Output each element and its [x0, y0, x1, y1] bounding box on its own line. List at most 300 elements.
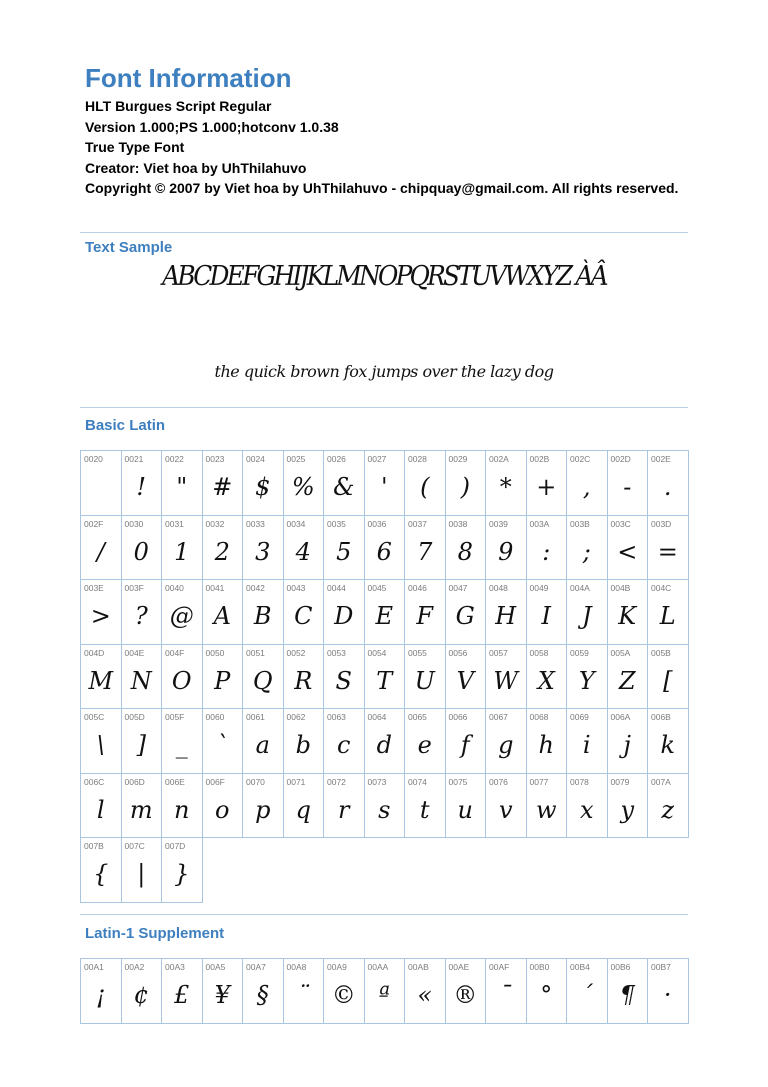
glyph-sample: m — [129, 795, 153, 824]
glyph-code: 0030 — [124, 518, 144, 529]
glyph-sample: V — [456, 666, 474, 695]
glyph-sample: _ — [175, 731, 188, 759]
glyph-sample: ¯ — [499, 981, 512, 1009]
glyph-cell — [122, 451, 163, 516]
glyph-code: 003D — [651, 518, 672, 529]
glyph-sample: % — [291, 473, 315, 501]
glyph-cell — [243, 709, 284, 774]
glyph-cell — [608, 709, 649, 774]
glyph-sample: 5 — [336, 537, 352, 566]
glyph-cell — [405, 645, 446, 710]
glyph-code: 0031 — [165, 518, 184, 529]
glyph-code: 0076 — [489, 776, 508, 787]
glyph-code: 0055 — [408, 647, 427, 658]
glyph-cell — [324, 709, 365, 774]
glyph-cell — [405, 959, 446, 1024]
glyph-sample: O — [171, 666, 192, 695]
glyph-code: 0020 — [84, 454, 103, 464]
glyph-cell — [81, 580, 122, 645]
glyph-sample: $ — [255, 473, 271, 501]
glyph-sample: j — [623, 731, 631, 759]
glyph-sample: 6 — [376, 537, 392, 566]
glyph-cell — [284, 451, 325, 516]
glyph-code: 0039 — [489, 518, 508, 529]
glyph-code: 0027 — [367, 454, 387, 464]
glyph-code: 0062 — [286, 712, 306, 722]
glyph-sample: ® — [453, 981, 478, 1009]
glyph-code: 006C — [84, 776, 105, 787]
glyph-code: 003B — [570, 518, 590, 529]
glyph-code: 0079 — [610, 776, 630, 787]
glyph-code: 0022 — [165, 454, 184, 464]
glyph-sample: @ — [169, 602, 194, 630]
glyph-cell — [608, 580, 649, 645]
glyph-code: 0033 — [246, 518, 265, 529]
glyph-cell — [365, 451, 406, 516]
glyph-sample: ] — [136, 731, 146, 759]
glyph-cell — [81, 838, 122, 903]
glyph-sample: ´ — [580, 981, 593, 1009]
glyph-cell — [567, 451, 608, 516]
glyph-cell — [486, 451, 527, 516]
glyph-cell — [122, 838, 163, 903]
glyph-cell — [567, 709, 608, 774]
glyph-cell — [527, 451, 568, 516]
glyph-sample: · — [663, 981, 672, 1009]
glyph-sample: F — [416, 602, 434, 630]
glyph-cell — [324, 774, 365, 839]
glyph-code: 006E — [165, 776, 185, 787]
glyph-code: 002C — [570, 454, 591, 464]
glyph-code: 002A — [489, 454, 509, 464]
glyph-sample: . — [663, 473, 672, 501]
glyph-cell — [162, 645, 203, 710]
glyph-code: 0060 — [205, 712, 225, 722]
glyph-sample: ! — [136, 473, 147, 501]
glyph-code: 00A1 — [84, 962, 104, 972]
glyph-cell — [81, 516, 122, 581]
glyph-cell — [405, 451, 446, 516]
glyph-sample: « — [417, 981, 433, 1009]
glyph-code: 0049 — [529, 583, 549, 593]
glyph-cell — [527, 645, 568, 710]
glyph-cell — [567, 774, 608, 839]
glyph-cell — [608, 959, 649, 1024]
glyph-cell — [284, 959, 325, 1024]
glyph-code: 0041 — [205, 583, 225, 593]
glyph-cell — [648, 516, 689, 581]
glyph-code: 00A2 — [124, 962, 145, 972]
glyph-code: 002E — [651, 454, 671, 464]
glyph-code: 0032 — [205, 518, 225, 529]
glyph-cell — [284, 709, 325, 774]
divider — [80, 914, 688, 915]
glyph-code: 005D — [124, 712, 145, 722]
glyph-cell — [122, 516, 163, 581]
glyph-code: 0058 — [529, 647, 549, 658]
glyph-cell — [243, 451, 284, 516]
glyph-code: 005F — [165, 712, 185, 722]
glyph-cell — [486, 580, 527, 645]
glyph-sample: Y — [578, 666, 595, 695]
glyph-sample: ) — [460, 473, 470, 501]
glyph-cell — [567, 516, 608, 581]
glyph-sample: K — [618, 602, 637, 630]
glyph-sample: 9 — [498, 537, 514, 566]
glyph-code: 0024 — [246, 454, 265, 464]
glyph-sample: I — [541, 602, 551, 630]
glyph-sample: § — [256, 981, 269, 1009]
glyph-sample: - — [623, 473, 632, 501]
glyph-code: 0054 — [367, 647, 387, 658]
glyph-code: 004F — [165, 647, 185, 658]
glyph-sample: l — [96, 795, 105, 824]
glyph-sample: z — [661, 795, 675, 824]
glyph-code: 0070 — [246, 776, 265, 787]
glyph-cell — [365, 774, 406, 839]
glyph-cell — [608, 451, 649, 516]
glyph-cell — [162, 838, 203, 903]
font-copyright: Copyright © 2007 by Viet hoa by UhThilahuvo - chipquay@gmail.com. All rights reserved. — [85, 180, 679, 196]
glyph-code: 003E — [84, 583, 104, 593]
glyph-cell — [365, 645, 406, 710]
glyph-sample: * — [499, 473, 512, 501]
glyph-code: 0052 — [286, 647, 306, 658]
glyph-code: 0056 — [448, 647, 468, 658]
glyph-code: 007A — [651, 776, 671, 787]
glyph-sample: ' — [380, 473, 388, 501]
glyph-sample: E — [375, 602, 394, 630]
glyph-code: 0026 — [327, 454, 346, 464]
glyph-cell — [608, 774, 649, 839]
glyph-sample: 1 — [174, 537, 190, 566]
glyph-sample: ¡ — [95, 981, 106, 1009]
glyph-sample: < — [617, 537, 638, 566]
glyph-code: 005B — [651, 647, 671, 658]
glyph-sample: \ — [96, 731, 105, 759]
glyph-cell — [284, 645, 325, 710]
glyph-sample: [ — [663, 666, 673, 695]
glyph-sample: 0 — [133, 537, 149, 566]
glyph-code: 0048 — [489, 583, 508, 593]
glyph-code: 0066 — [448, 712, 468, 722]
glyph-sample: { — [93, 860, 109, 888]
glyph-code: 0051 — [246, 647, 265, 658]
glyph-cell — [486, 774, 527, 839]
glyph-code: 0042 — [246, 583, 265, 593]
glyph-sample: H — [495, 602, 517, 630]
divider — [80, 407, 688, 408]
glyph-cell — [203, 580, 244, 645]
glyph-sample: T — [376, 666, 393, 695]
glyph-cell — [203, 709, 244, 774]
glyph-sample: r — [338, 795, 350, 824]
glyph-sample: h — [538, 731, 554, 759]
glyph-code: 004D — [84, 647, 105, 658]
glyph-cell — [122, 959, 163, 1024]
glyph-code: 0053 — [327, 647, 346, 658]
glyph-sample: x — [579, 795, 594, 824]
glyph-code: 0021 — [124, 454, 144, 464]
glyph-sample: £ — [174, 981, 190, 1009]
glyph-code: 0065 — [408, 712, 427, 722]
glyph-code: 004E — [124, 647, 145, 658]
glyph-code: 004C — [651, 583, 672, 593]
glyph-cell — [648, 959, 689, 1024]
glyph-sample: p — [255, 795, 271, 824]
glyph-code: 007C — [124, 841, 145, 851]
glyph-sample: : — [542, 537, 551, 566]
glyph-sample: n — [174, 795, 190, 824]
glyph-code: 00B6 — [610, 962, 631, 972]
glyph-sample: G — [455, 602, 475, 630]
glyph-code: 0074 — [408, 776, 427, 787]
glyph-code: 0072 — [327, 776, 346, 787]
glyph-sample: o — [215, 795, 230, 824]
glyph-cell — [446, 451, 487, 516]
glyph-cell — [446, 959, 487, 1024]
glyph-code: 0045 — [367, 583, 387, 593]
glyph-sample: © — [331, 981, 356, 1009]
glyph-cell — [648, 645, 689, 710]
glyph-sample: 3 — [255, 537, 271, 566]
glyph-sample: S — [335, 666, 352, 695]
glyph-sample: # — [212, 473, 233, 501]
glyph-code: 0038 — [448, 518, 468, 529]
glyph-cell — [81, 774, 122, 839]
glyph-cell — [648, 580, 689, 645]
glyph-cell — [527, 709, 568, 774]
glyph-cell — [203, 959, 244, 1024]
glyph-sample: ° — [540, 981, 553, 1009]
glyph-sample: f — [460, 731, 470, 759]
glyph-sample: ? — [134, 602, 148, 630]
glyph-sample: + — [536, 473, 557, 501]
glyph-code: 00B7 — [651, 962, 671, 972]
page-title: Font Information — [85, 63, 292, 93]
glyph-cell — [81, 451, 122, 516]
font-type: True Type Font — [85, 139, 185, 155]
glyph-cell — [405, 516, 446, 581]
glyph-cell — [162, 959, 203, 1024]
glyph-sample: ` — [216, 731, 229, 759]
glyph-sample: Q — [252, 666, 273, 695]
glyph-sample: = — [657, 537, 678, 566]
glyph-code: 0040 — [165, 583, 184, 593]
glyph-code: 007D — [165, 841, 186, 851]
glyph-code: 003F — [124, 583, 144, 593]
glyph-cell — [446, 774, 487, 839]
glyph-sample: 2 — [214, 537, 230, 566]
glyph-sample: ¥ — [214, 981, 230, 1009]
glyph-sample: b — [295, 731, 311, 759]
glyph-sample: & — [333, 473, 355, 501]
glyph-cell — [122, 580, 163, 645]
glyph-cell — [203, 516, 244, 581]
glyph-code: 00AA — [367, 962, 389, 972]
glyph-code: 003C — [610, 518, 631, 529]
glyph-cell — [486, 516, 527, 581]
glyph-cell — [486, 959, 527, 1024]
glyph-code: 00A9 — [327, 962, 347, 972]
glyph-sample: A — [213, 602, 231, 630]
glyph-cell — [203, 451, 244, 516]
glyph-sample: s — [378, 795, 391, 824]
glyph-code: 0069 — [570, 712, 589, 722]
glyph-cell — [648, 774, 689, 839]
glyph-sample: C — [294, 602, 313, 630]
glyph-cell — [446, 580, 487, 645]
text-sample-pangram: the quick brown fox jumps over the lazy dog — [214, 362, 554, 381]
glyph-cell — [446, 645, 487, 710]
glyph-cell — [365, 709, 406, 774]
font-creator: Creator: Viet hoa by UhThilahuvo — [85, 159, 307, 176]
latin1-heading: Latin-1 Supplement — [85, 925, 225, 942]
glyph-code: 002B — [529, 454, 550, 464]
glyph-code: 0044 — [327, 583, 346, 593]
glyph-sample: } — [174, 860, 190, 888]
glyph-cell — [567, 580, 608, 645]
glyph-code: 004A — [570, 583, 590, 593]
glyph-sample: t — [419, 795, 430, 824]
glyph-code: 0071 — [286, 776, 306, 787]
glyph-code: 0034 — [286, 518, 306, 529]
glyph-sample: ¨ — [297, 981, 310, 1009]
glyph-sample: ª — [378, 981, 390, 1009]
glyph-cell — [365, 959, 406, 1024]
glyph-cell — [81, 959, 122, 1024]
glyph-cell — [567, 959, 608, 1024]
glyph-sample: y — [620, 795, 635, 824]
glyph-cell — [365, 516, 406, 581]
glyph-cell — [284, 516, 325, 581]
glyph-sample: J — [581, 602, 592, 630]
glyph-cell — [284, 580, 325, 645]
glyph-code: 0028 — [408, 454, 427, 464]
glyph-sample: ; — [582, 537, 591, 566]
glyph-code: 005C — [84, 712, 105, 722]
glyph-cell — [122, 774, 163, 839]
glyph-sample: , — [582, 473, 591, 501]
font-name: HLT Burgues Script Regular — [85, 98, 272, 114]
glyph-code: 0050 — [205, 647, 225, 658]
glyph-code: 0025 — [286, 454, 306, 464]
glyph-sample: D — [334, 602, 354, 630]
glyph-cell — [527, 516, 568, 581]
glyph-sample: d — [376, 731, 392, 759]
glyph-code: 006D — [124, 776, 145, 787]
glyph-sample: ¢ — [133, 981, 149, 1009]
glyph-sample: e — [417, 731, 432, 759]
glyph-sample: 8 — [457, 537, 473, 566]
glyph-cell — [122, 645, 163, 710]
glyph-code: 006F — [205, 776, 225, 787]
glyph-cell — [324, 451, 365, 516]
glyph-sample: L — [659, 602, 676, 630]
glyph-sample: i — [582, 731, 591, 759]
glyph-cell — [243, 959, 284, 1024]
text-sample-uppercase: ABCDEFGHIJKLMNOPQRSTUVWXYZ ÀÂ — [162, 261, 606, 292]
glyph-cell — [243, 645, 284, 710]
glyph-cell — [203, 645, 244, 710]
glyph-cell — [608, 516, 649, 581]
glyph-code: 0059 — [570, 647, 589, 658]
glyph-sample: v — [498, 795, 513, 824]
glyph-sample: 7 — [417, 537, 433, 566]
glyph-sample: U — [414, 666, 435, 695]
glyph-cell — [203, 774, 244, 839]
glyph-cell — [446, 709, 487, 774]
glyph-cell — [527, 959, 568, 1024]
glyph-cell — [81, 709, 122, 774]
glyph-sample: B — [253, 602, 272, 630]
glyph-sample: c — [337, 731, 351, 759]
glyph-cell — [162, 580, 203, 645]
glyph-sample: ¶ — [619, 981, 635, 1009]
glyph-code: 004B — [610, 583, 631, 593]
latin1-grid — [80, 958, 689, 1024]
glyph-sample: a — [255, 731, 270, 759]
font-version: Version 1.000;PS 1.000;hotconv 1.0.38 — [85, 118, 339, 135]
glyph-code: 0067 — [489, 712, 508, 722]
glyph-sample: u — [457, 795, 473, 824]
glyph-code: 0061 — [246, 712, 265, 722]
basic-latin-heading: Basic Latin — [85, 417, 166, 434]
text-sample-heading: Text Sample — [85, 239, 173, 256]
glyph-cell — [162, 516, 203, 581]
glyph-sample: > — [90, 602, 111, 630]
glyph-code: 002F — [84, 518, 104, 529]
glyph-sample: k — [660, 731, 676, 759]
glyph-code: 0077 — [529, 776, 549, 787]
glyph-sample: " — [176, 473, 188, 501]
glyph-code: 0036 — [367, 518, 387, 529]
glyph-cell — [486, 709, 527, 774]
glyph-code: 00A3 — [165, 962, 185, 972]
glyph-cell — [648, 451, 689, 516]
glyph-cell — [324, 645, 365, 710]
glyph-sample: N — [130, 666, 152, 695]
glyph-cell — [405, 580, 446, 645]
glyph-code: 0029 — [448, 454, 468, 464]
glyph-cell — [608, 645, 649, 710]
glyph-code: 0075 — [448, 776, 468, 787]
glyph-code: 0023 — [205, 454, 225, 464]
glyph-code: 00AB — [408, 962, 429, 972]
glyph-code: 006B — [651, 712, 671, 722]
glyph-cell — [122, 709, 163, 774]
glyph-code: 00B0 — [529, 962, 550, 972]
glyph-code: 0037 — [408, 518, 427, 529]
glyph-cell — [81, 645, 122, 710]
glyph-code: 0043 — [286, 583, 306, 593]
glyph-code: 003A — [529, 518, 550, 529]
glyph-cell — [324, 580, 365, 645]
glyph-sample: M — [88, 666, 114, 695]
glyph-cell — [405, 774, 446, 839]
glyph-cell — [365, 580, 406, 645]
glyph-code: 0057 — [489, 647, 508, 658]
glyph-code: 002D — [610, 454, 631, 464]
glyph-code: 0047 — [448, 583, 468, 593]
glyph-sample: Z — [618, 666, 636, 695]
divider — [80, 232, 688, 233]
glyph-cell — [243, 580, 284, 645]
glyph-cell — [243, 774, 284, 839]
glyph-code: 005A — [610, 647, 631, 658]
basic-latin-grid — [80, 450, 689, 903]
glyph-sample: | — [137, 860, 146, 888]
